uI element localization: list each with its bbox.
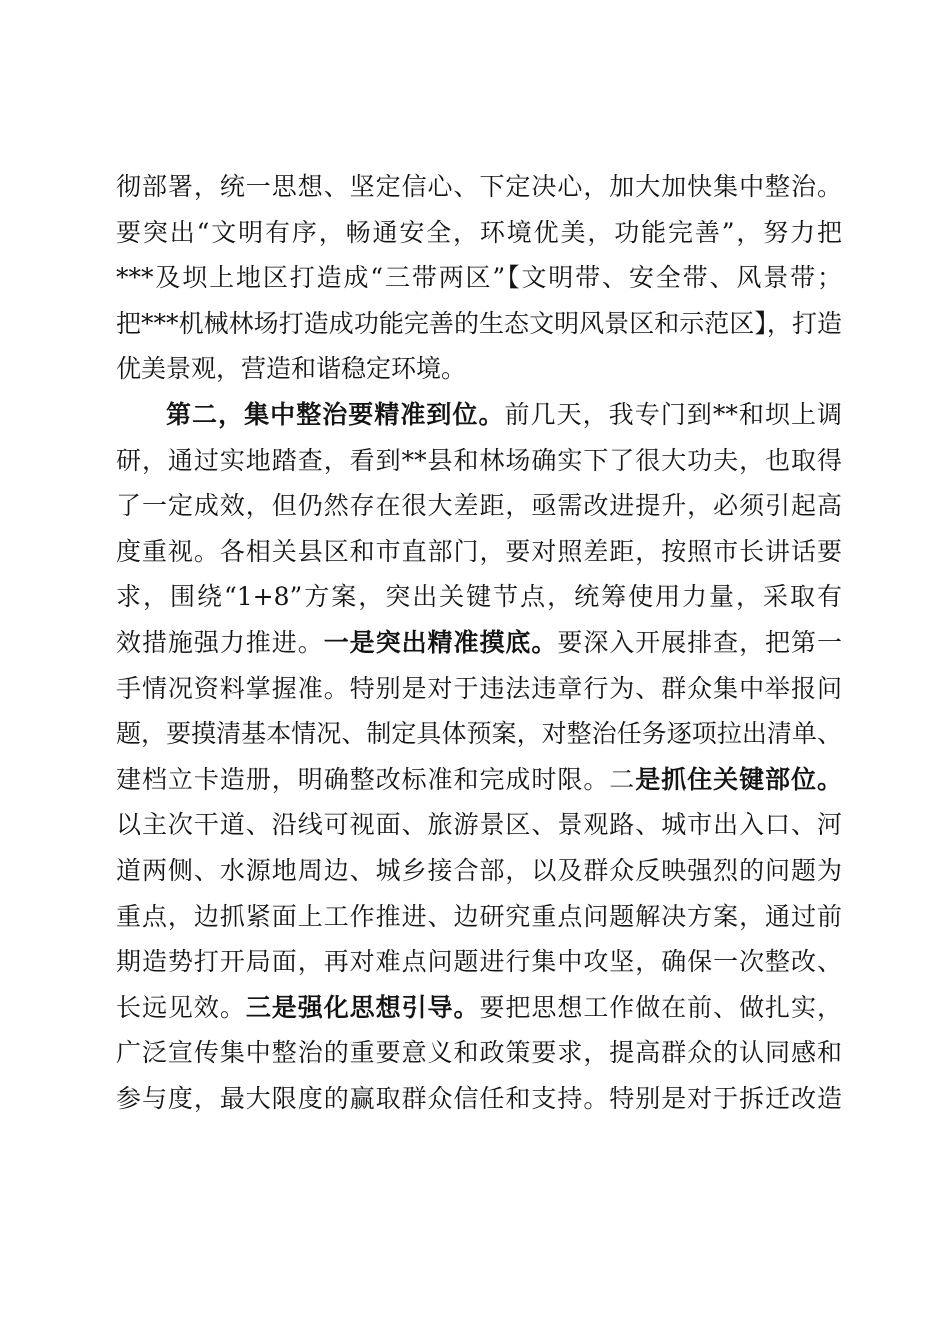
body-text: 道两侧、水源地周边、城乡接合部，以及群众反映强烈的问题为 (116, 855, 842, 885)
body-text: 以主次干道、沿线可视面、旅游景区、景观路、城市出入口、河 (116, 810, 842, 840)
body-text: 要深入开展排查，把第一 (557, 627, 842, 657)
body-text: 要把思想工作做在前、做扎实， (479, 992, 842, 1022)
body-text: 前几天，我专门到**和坝上调 (504, 399, 842, 429)
body-text: 广泛宣传集中整治的重要意义和政策要求，提高群众的认同感和 (116, 1038, 842, 1068)
text-line (116, 939, 842, 985)
text-line (116, 620, 842, 666)
body-text: 长远见效。 (116, 992, 246, 1022)
body-text: 彻部署，统一思想、坚定信心、下定决心，加大加快集中整治。 (116, 172, 842, 201)
body-text: 求，围绕“1+8”方案，突出关键节点，统筹使用力量，采取有 (116, 582, 842, 612)
text-line (116, 757, 842, 803)
text-line (116, 574, 842, 620)
bold-heading-text: 一是突出精准摸底。 (323, 627, 558, 657)
document-body (116, 164, 842, 1121)
body-text: 优美景观，营造和谐稳定环境。 (116, 354, 467, 384)
body-text: 要突出“文明有序，畅通安全，环境优美，功能完善”，努力把 (116, 217, 842, 247)
body-text: 建档立卡造册，明确整改标准和完成时限。二 (116, 764, 636, 794)
body-text: 重点，边抓紧面上工作推进、边研究重点问题解决方案，通过前 (116, 901, 842, 931)
text-line (116, 483, 842, 529)
text-line (116, 529, 842, 575)
text-line (116, 346, 842, 392)
body-text: 期造势打开局面，再对难点问题进行集中攻坚，确保一次整改、 (116, 947, 842, 977)
body-text: 度重视。各相关县区和市直部门，要对照差距，按照市长讲话要 (116, 536, 842, 566)
bold-heading-text: 是抓住关键部位。 (635, 764, 842, 794)
body-text: 效措施强力推进。 (116, 627, 324, 657)
text-line (116, 210, 842, 256)
text-line (116, 1076, 842, 1122)
body-text: 手情况资料掌握准。特别是对于违法违章行为、群众集中举报问 (116, 673, 842, 703)
body-text: 把***机械林场打造成功能完善的生态文明风景区和示范区】，打造 (116, 308, 842, 338)
text-line (116, 848, 842, 894)
bold-heading-text: 第二，集中整治要精准到位。 (166, 399, 505, 429)
text-line (116, 666, 842, 712)
body-text: 研，通过实地踏查，看到**县和林场确实下了很大功夫，也取得 (116, 445, 842, 475)
text-line (116, 301, 842, 347)
body-text: ***及坝上地区打造成“三带两区”【文明带、安全带、风景带； (116, 263, 842, 293)
text-line (116, 392, 842, 438)
text-line (116, 894, 842, 940)
bold-heading-text: 三是强化思想引导。 (245, 992, 480, 1022)
body-text: 参与度，最大限度的赢取群众信任和支持。特别是对于拆迁改造 (116, 1083, 842, 1113)
text-line (116, 1030, 842, 1076)
text-line (116, 802, 842, 848)
text-line (116, 985, 842, 1031)
body-text: 了一定成效，但仍然存在很大差距，亟需改进提升，必须引起高 (116, 491, 842, 521)
text-line (116, 438, 842, 484)
body-text: 题，要摸清基本情况、制定具体预案，对整治任务逐项拉出清单、 (116, 719, 842, 749)
text-line (116, 164, 842, 210)
text-line (116, 711, 842, 757)
text-line (116, 255, 842, 301)
